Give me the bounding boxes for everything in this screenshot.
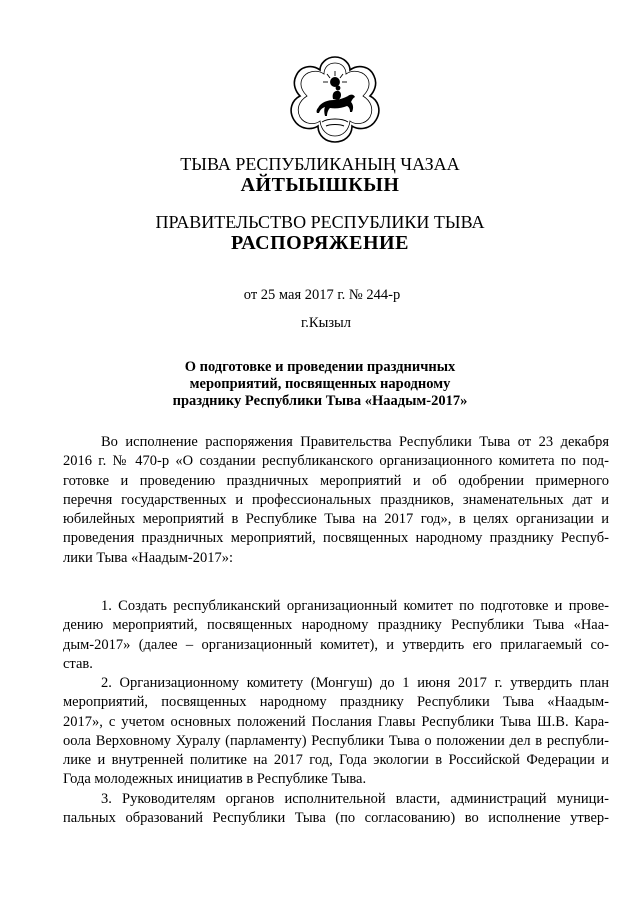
text-line: став.: [63, 655, 93, 672]
text-line: 3. Руководителям органов исполнительной власти, администраций муници-: [101, 791, 609, 807]
tuvan-document-type: АЙТЫЫШКЫН: [240, 174, 400, 196]
text-line: 1. Создать республиканский организационный комитет по подготовке и прове-: [101, 598, 609, 614]
text-line: мероприятий, посвященных народному празднику Республики Тыва «Наадым-: [63, 694, 609, 711]
text-line: проведения праздничных мероприятий, посвященных народному празднику Респуб-: [63, 530, 609, 547]
text-line: лики Тыва «Наадым-2017»:: [63, 549, 234, 566]
document-date-number: от 25 мая 2017 г. № 244-р: [243, 287, 401, 303]
text-line: оола Верховному Хуралу (парламенту) Республики Тыва о положении дел в республи-: [63, 732, 609, 749]
russian-document-type: РАСПОРЯЖЕНИЕ: [231, 232, 409, 254]
text-line: 2. Организационному комитету (Монгуш) до 1 июня 2017 г. утвердить план: [101, 675, 609, 691]
text-line: 2016 г. № 470-р «О создании республиканского организационного комитета по под-: [63, 453, 609, 470]
text-line: перечня государственных и профессиональных праздников, знаменательных дат и: [63, 491, 609, 508]
text-line: готовке и проведению праздничных мероприятий и об одобрении примерного: [63, 472, 609, 489]
clause-2: [63, 674, 609, 790]
text-line: пальных образований Республики Тыва (по согласованию) во исполнение утвер-: [63, 810, 609, 827]
text-line: дению мероприятий, посвященных народному празднику Республики Тыва «Наа-: [63, 617, 609, 634]
tuvan-organization-name: ТЫВА РЕСПУБЛИКАНЫҢ ЧАЗАА: [180, 154, 460, 174]
russian-organization-name: ПРАВИТЕЛЬСТВО РЕСПУБЛИКИ ТЫВА: [155, 212, 485, 232]
text-line: Во исполнение распоряжения Правительства Республики Тыва от 23 декабря: [101, 434, 609, 450]
clause-1: [63, 597, 609, 674]
tuva-emblem-icon: [284, 52, 386, 146]
title-line: О подготовке и проведении праздничных: [184, 359, 456, 375]
text-line: юбилейных мероприятий в Республике Тыва на 2017 год», в целях организации и: [63, 511, 609, 528]
preamble-paragraph: [63, 433, 609, 568]
text-line: дым-2017» (далее – организационный комитет), и утвердить его прилагаемый со-: [63, 636, 609, 653]
text-line: 2017», с учетом основных положений Послания Главы Республики Тыва Ш.В. Кара-: [63, 713, 609, 730]
title-line: празднику Республики Тыва «Наадым-2017»: [172, 393, 468, 409]
document-city: г.Кызыл: [300, 315, 352, 331]
document-title: [0, 359, 640, 410]
text-line: лике и внутренней политике на 2017 год, Года экологии в Российской Федерации и: [63, 752, 609, 769]
text-line: Года молодежных инициатив в Республике Тыва.: [63, 771, 367, 788]
title-line: мероприятий, посвященных народному: [189, 376, 451, 392]
clause-3: [63, 790, 609, 829]
